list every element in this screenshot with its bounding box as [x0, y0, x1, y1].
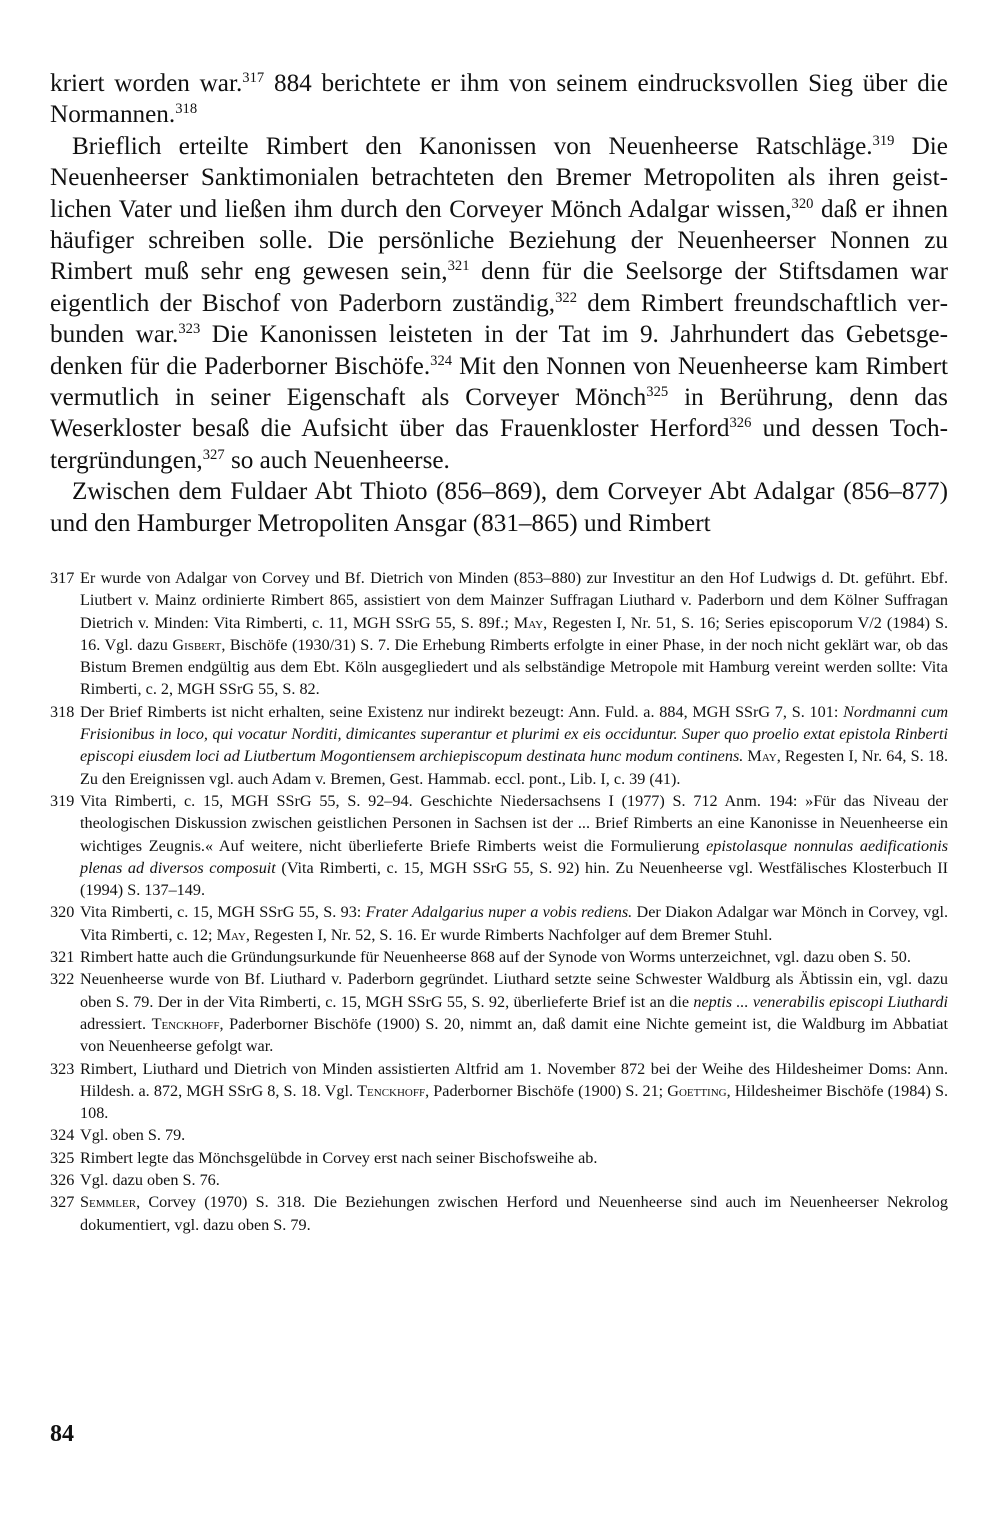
text-run: Er wurde von Adalgar von Corvey und Bf. Dietrich von Minden (853–880) zur Investitur an den Hof Ludwigs d. Dt. geführt. Ebf. Liutbert v. Mainz ordinierte Rimbert 865, assistiert von dem Mainzer Suffragan Liuthard v. Paderborn und dem Kölner Suffragan Dietrich v. Minden: Vita Rimberti, c. 11, MGH SSrG 55, S. 89f.; — [80, 569, 948, 632]
paragraph — [50, 476, 948, 539]
footnote-number: 325 — [50, 1148, 75, 1167]
footnote-ref: 325 — [646, 384, 669, 401]
footnote — [50, 701, 948, 790]
author-name: May — [513, 613, 544, 632]
text-run: Die Kanonissen leisteten in der Tat im 9. Jahrhundert das Gebetsgedenken für die Paderborner Bischöfe. — [50, 321, 949, 380]
text-run: , Paderborner Bischöfe (1900) S. 21; — [425, 1081, 668, 1100]
footnote-ref: 324 — [430, 352, 453, 369]
text-run: , Corvey (1970) S. 318. Die Beziehungen zwischen Herford und Neuenheerse sind auch im Neuenheerser Nekrolog dokumentiert, vgl. dazu oben S. 79. — [80, 1193, 948, 1234]
footnote — [50, 1124, 948, 1146]
text-run: , Bischöfe (1930/31) S. 7. Die Erhebung Rimberts erfolgte in einer Phase, in der noch nicht geklärt war, ob das Bistum Bremen endgültig aus dem Ebt. Köln ausgegliedert und als selbständige Metropole mit Hamburg vereint werden sollte: Vita Rimberti, c. 2, MGH SSrG 55, S. 82. — [80, 635, 948, 699]
author-name: Semmler — [80, 1193, 137, 1212]
text-run: Brieflich erteilte Rimbert den Kanonissen von Neuenheerse Ratschläge. — [72, 132, 873, 160]
footnote — [50, 1169, 948, 1191]
text-run: Vgl. oben S. 79. — [80, 1126, 186, 1145]
main-text — [50, 68, 948, 539]
author-name: May — [747, 747, 777, 766]
text-run: in Berührung, denn das Weserkloster besaß die Aufsicht über das Frauenkloster Herford — [50, 384, 948, 443]
footnote-number: 323 — [50, 1059, 75, 1078]
text-run: , Regesten I, Nr. 51, S. 16; Series episcoporum V/2 (1984) S. 16. Vgl. dazu — [80, 613, 948, 654]
text-run: Die Neuenheerser Sanktimonialen betrachteten den Bremer Metropoliten als ihren geistlichen Vater und ließen ihm durch den Corveyer Mönch Adalgar wissen, — [50, 132, 948, 223]
text-run: Mit den Nonnen von Neuenheerse kam Rimbert vermutlich in seiner Eigenschaft als Corveyer Mönch — [50, 352, 948, 412]
footnote-number: 326 — [50, 1171, 75, 1190]
text-run: (Vita Rimberti, c. 15, MGH SSrG 55, S. 92) hin. Zu Neuenheerse vgl. Westfälisches Klosterbuch II (1994) S. 137–149. — [80, 858, 948, 900]
text-run: , Regesten I, Nr. 64, S. 18. Zu den Ereignissen vgl. auch Adam v. Bremen, Gest. Hammab. eccl. pont., Lib. I, c. 39 (41). — [80, 747, 949, 788]
author-name: Gisbert — [172, 635, 222, 654]
footnote-number: 318 — [50, 702, 75, 721]
text-run: daß er ihnen häufiger schreiben solle. Die persönliche Beziehung der Neuenheerser Nonnen zu Rimbert muß sehr eng gewesen sein, — [50, 195, 948, 286]
author-name: May — [216, 925, 246, 944]
footnote-ref: 327 — [202, 446, 225, 463]
author-name: Tenckhoff — [151, 1014, 220, 1033]
text-run: Rimbert, Liuthard und Dietrich von Minden assistierten Altfrid am 1. November 872 bei der Weihe des Hildesheimer Doms: Ann. Hildesh. a. 872, MGH SSrG 8, S. 18. Vgl. — [80, 1059, 948, 1100]
footnote-ref: 322 — [555, 289, 577, 306]
latin-quote: epistolasque nonnulas aedificationis plenas ad diversos composuit — [80, 836, 948, 877]
text-run: denn für die Seelsorge der Stiftsdamen war eigentlich der Bischof von Paderborn zuständig, — [50, 258, 948, 317]
text-run: dem Rimbert freundschaftlich verbunden war. — [50, 289, 949, 349]
text-run: Rimbert legte das Mönchsgelübde in Corvey erst nach seiner Bischofsweihe ab. — [80, 1148, 598, 1167]
latin-quote: neptis ... venerabilis episcopi Liuthardi — [693, 992, 948, 1011]
text-run: so auch Neuenheerse. — [224, 446, 450, 474]
footnote-ref: 321 — [447, 258, 470, 275]
text-run: Vita Rimberti, c. 15, MGH SSrG 55, S. 92–94. Geschichte Niedersachsens I (1977) S. 712 Anm. 194: »Für das Niveau der theologischen Diskussion zwischen geistlichen Personen in Sachsen ist der ... Brief Rimberts an eine Kanonisse in Neuenheerse ein wichtiges Zeugnis.« Auf weitere, nicht überlieferte Briefe Rimberts weist die Formulierung — [80, 791, 948, 855]
footnote — [50, 567, 948, 701]
footnote-number: 322 — [50, 970, 75, 989]
text-run: Neuenheerse wurde von Bf. Liuthard v. Paderborn gegründet. Liuthard setzte seine Schwester Waldburg als Äbtissin ein, vgl. dazu oben S. 79. Der in der Vita Rimberti, c. 15, MGH SSrG 55, S. 92, überlieferte Brief ist an die — [80, 970, 948, 1011]
latin-quote: Nordmanni cum Frisionibus in loco, qui vocatur Norditi, dimicantes superantur et plurimi ex eis occiduntur. Super quo proelio extat epistola Rinberti episcopi eiusdem loci ad Liutbertum Mogontiensem archiepiscopum destinata hunc modum continens. — [80, 702, 949, 766]
text-run: adressiert. — [80, 1014, 152, 1033]
footnote — [50, 946, 948, 968]
author-name: Goetting — [667, 1081, 727, 1100]
footnote-number: 317 — [50, 569, 75, 587]
footnote-number: 327 — [50, 1193, 75, 1212]
paragraph — [50, 131, 948, 476]
footnote-number: 319 — [50, 791, 75, 810]
footnote-ref: 323 — [178, 321, 201, 338]
footnote — [50, 1191, 948, 1236]
footnote-number: 321 — [50, 948, 75, 967]
footnote-ref: 320 — [791, 195, 814, 212]
footnote-ref: 326 — [729, 415, 752, 432]
text-run: Vgl. dazu oben S. 76. — [80, 1171, 220, 1190]
text-run: Zwischen dem Fuldaer Abt Thioto (856–869), dem Corveyer Abt Adalgar (856–877) und den Hamburger Metropoliten Ansgar (831–865) und Rimbert — [50, 478, 948, 537]
footnote — [50, 968, 948, 1057]
footnotes — [50, 567, 948, 1236]
text-run: und dessen Tochtergründungen, — [50, 415, 948, 474]
text-run: Der Diakon Adalgar war Mönch in Corvey, vgl. Vita Rimberti, c. 12; — [80, 903, 948, 944]
paragraph — [50, 68, 948, 131]
footnote-ref: 319 — [872, 132, 895, 149]
footnote — [50, 1058, 948, 1125]
footnote — [50, 790, 948, 901]
text-run: , Paderborner Bischöfe (1900) S. 20, nimmt an, daß damit eine Nichte gemeint ist, die Waldburg im Abbatiat von Neuenheerse gefolgt war. — [80, 1014, 948, 1056]
footnote-ref: 318 — [175, 101, 198, 118]
page-number: 84 — [50, 1421, 74, 1447]
footnote-number: 320 — [50, 903, 75, 922]
text-run: Der Brief Rimberts ist nicht erhalten, seine Existenz nur indirekt bezeugt: Ann. Fuld. a. 884, MGH SSrG 7, S. 101: — [80, 702, 844, 721]
text-run: , Hildesheimer Bischöfe (1984) S. 108. — [80, 1081, 948, 1123]
text-run: Vita Rimberti, c. 15, MGH SSrG 55, S. 93: — [80, 903, 366, 922]
footnote — [50, 901, 948, 946]
footnote-ref: 317 — [242, 69, 265, 86]
text-run: , Regesten I, Nr. 52, S. 16. Er wurde Rimberts Nachfolger auf dem Bremer Stuhl. — [245, 925, 773, 944]
footnote — [50, 1147, 948, 1169]
footnote-number: 324 — [50, 1126, 75, 1145]
latin-quote: Frater Adalgarius nuper a vobis rediens. — [365, 903, 633, 922]
author-name: Tenckhoff — [357, 1081, 426, 1100]
text-run: Rimbert hatte auch die Gründungsurkunde für Neuenheerse 868 auf der Synode von Worms unterzeichnet, vgl. dazu oben S. 50. — [80, 948, 911, 967]
text-run: kriert worden war. — [50, 70, 243, 97]
text-run: 884 berichtete er ihm von seinem eindrucksvollen Sieg über die Normannen. — [50, 70, 948, 129]
